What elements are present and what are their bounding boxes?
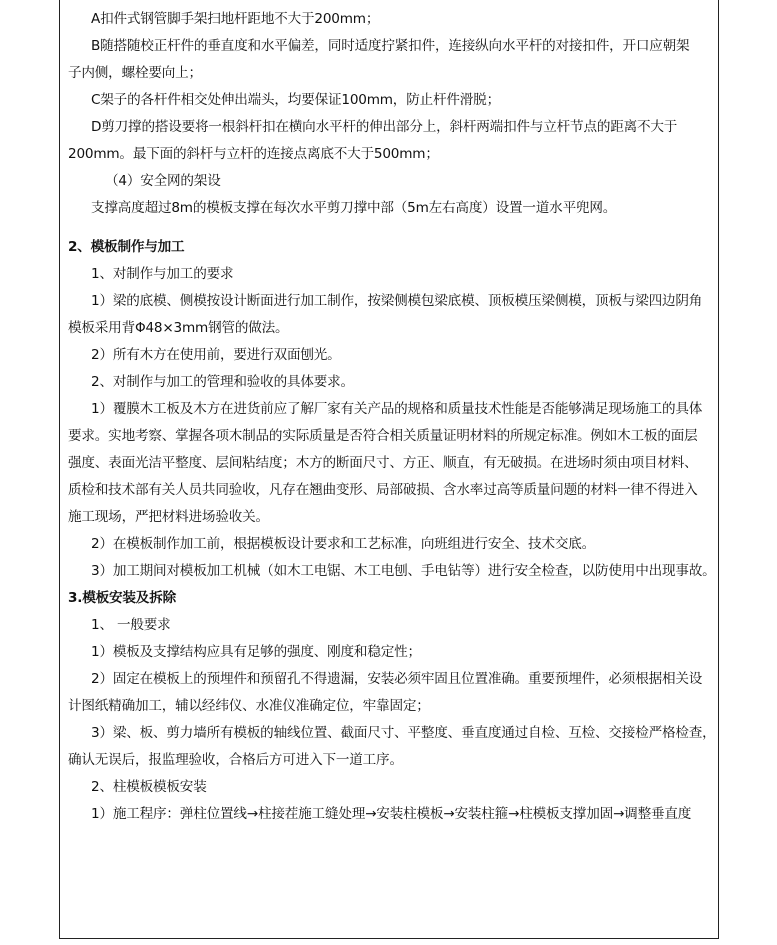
paragraph-line: 3）加工期间对模板加工机械（如木工电锯、木工电刨、手电钻等）进行安全检查，以防使用中出现事故。	[91, 563, 716, 579]
paragraph-line: 1）模板及支撑结构应具有足够的强度、刚度和稳定性；	[91, 644, 421, 660]
paragraph-line: 2）所有木方在使用前，要进行双面刨光。	[91, 347, 341, 363]
paragraph-line: 200mm。最下面的斜杆与立杆的连接点离底不大于500mm；	[68, 146, 439, 162]
paragraph-line: 1、 一般要求	[91, 617, 171, 633]
paragraph-line: 确认无误后，报监理验收，合格后方可进入下一道工序。	[68, 752, 403, 768]
paragraph-line: （4）安全网的架设	[105, 173, 221, 189]
paragraph-line: 1）施工程序：弹柱位置线→柱接茬施工缝处理→安装柱模板→安装柱箍→柱模板支撑加固→调整垂直度	[91, 806, 692, 822]
paragraph-line: 2、柱模板模板安装	[91, 779, 207, 795]
paragraph-line: C架子的各杆件相交处伸出端头，均要保证100mm，防止杆件滑脱；	[91, 92, 500, 108]
paragraph-line: 2）固定在模板上的预埋件和预留孔不得遗漏，安装必须牢固且位置准确。重要预埋件，必须根据相关设	[91, 671, 703, 687]
section-heading: 3.模板安装及拆除	[68, 590, 176, 606]
paragraph-line: 1）梁的底模、侧模按设计断面进行加工制作，按梁侧模包梁底模、顶板模压梁侧模，顶板与梁四边阴角	[91, 293, 703, 309]
paragraph-line: 2、对制作与加工的管理和验收的具体要求。	[91, 374, 354, 390]
paragraph-line: 计图纸精确加工，辅以经纬仪、水准仪准确定位，牢靠固定；	[68, 698, 430, 714]
paragraph-line: 支撑高度超过8m的模板支撑在每次水平剪刀撑中部（5m左右高度）设置一道水平兜网。	[91, 200, 617, 216]
paragraph-line: 1、对制作与加工的要求	[91, 266, 234, 282]
paragraph-line: 2）在模板制作加工前，根据模板设计要求和工艺标准，向班组进行安全、技术交底。	[91, 536, 596, 552]
paragraph-line: 3）梁、板、剪力墙所有模板的轴线位置、截面尺寸、平整度、垂直度通过自检、互检、交接检严格检查，	[91, 725, 716, 741]
paragraph-line: 模板采用背Φ48×3mm钢管的做法。	[68, 320, 289, 336]
spacer	[68, 222, 718, 234]
section-heading: 2、模板制作与加工	[68, 239, 185, 255]
paragraph-line: B随搭随校正杆件的垂直度和水平偏差，同时适度拧紧扣件，连接纵向水平杆的对接扣件，开口应朝架	[91, 38, 690, 54]
paragraph-line: 子内侧，螺栓要向上；	[68, 65, 202, 81]
paragraph-line: 施工现场，严把材料进场验收关。	[68, 509, 269, 525]
paragraph-line: A扣件式钢管脚手架扫地杆距地不大于200mm；	[91, 11, 380, 27]
paragraph-line: 质检和技术部有关人员共同验收，凡存在翘曲变形、局部破损、含水率过高等质量问题的材料一律不得进入	[68, 482, 698, 498]
paragraph-line: 强度、表面光洁平整度、层间粘结度；木方的断面尺寸、方正、顺直，有无破损。在进场时须由项目材料、	[68, 455, 698, 471]
paragraph-line: 要求。实地考察、掌握各项木制品的实际质量是否符合相关质量证明材料的所规定标准。例如木工板的面层	[68, 428, 698, 444]
document-body	[68, 6, 718, 828]
paragraph-line: D剪刀撑的搭设要将一根斜杆扣在横向水平杆的伸出部分上，斜杆两端扣件与立杆节点的距离不大于	[91, 119, 678, 135]
paragraph-line: 1）覆膜木工板及木方在进货前应了解厂家有关产品的规格和质量技术性能是否能够满足现场施工的具体	[91, 401, 703, 417]
